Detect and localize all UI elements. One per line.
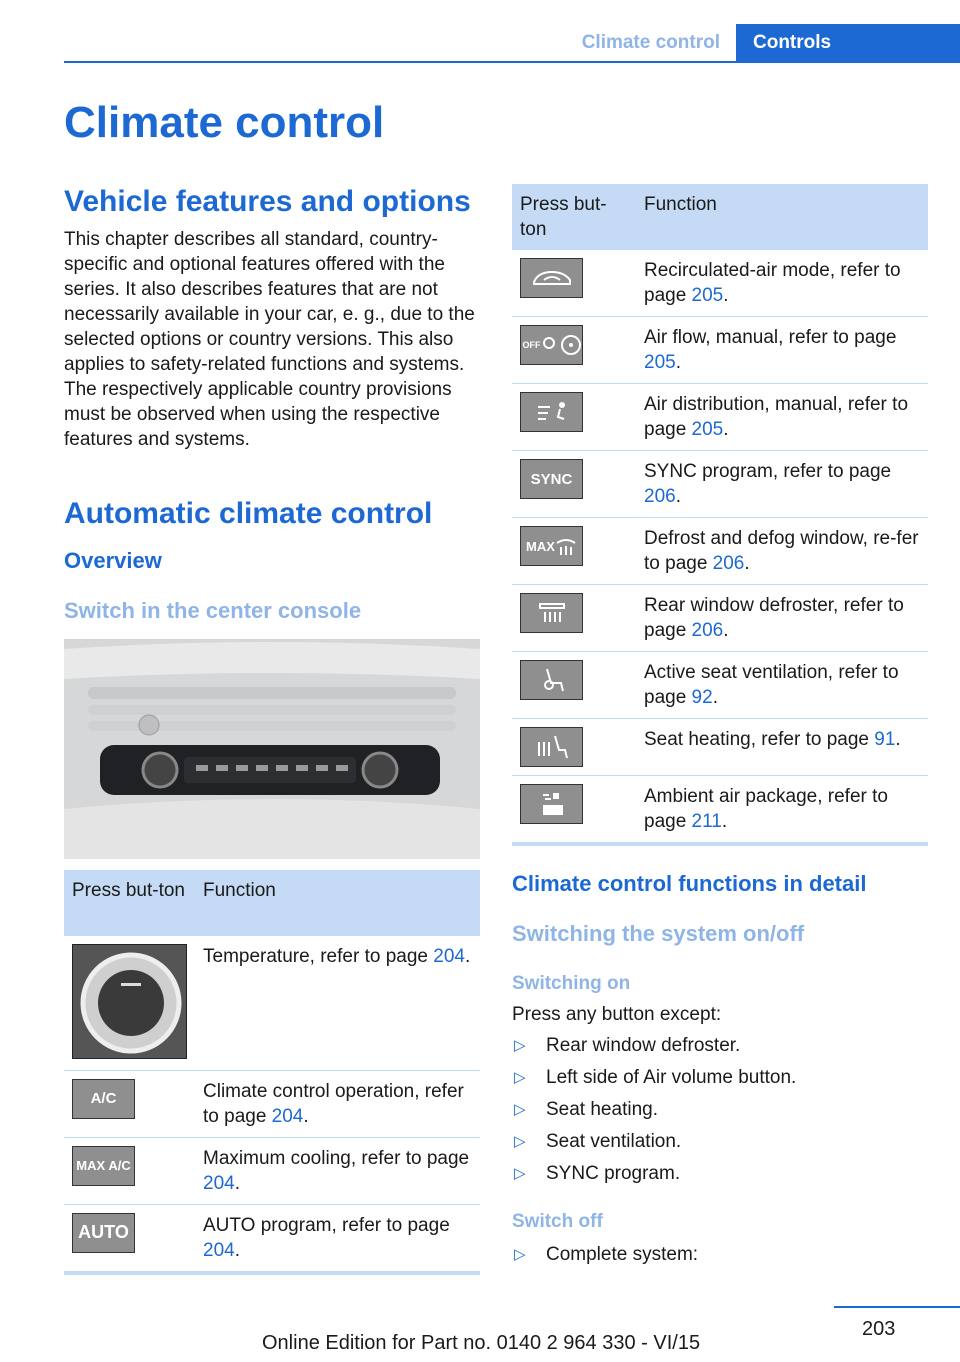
- function-text-end: .: [234, 1172, 240, 1194]
- page-link[interactable]: 206: [644, 486, 676, 507]
- header-rule: [64, 61, 960, 63]
- function-text: Ambient air package, refer to page: [644, 786, 888, 832]
- on-off-heading: Switching the system on/off: [512, 921, 805, 946]
- table-row: [64, 1070, 480, 1137]
- table-row: [512, 451, 928, 518]
- switch-off-list: [512, 1239, 928, 1271]
- col-press-button: Press but-ton: [64, 870, 195, 936]
- function-text: Maximum cooling, refer to page: [203, 1147, 470, 1169]
- defrost-max-label: MAX: [526, 538, 555, 554]
- function-text-end: .: [303, 1105, 309, 1127]
- function-cell: [195, 1137, 480, 1204]
- function-cell: [195, 1204, 480, 1273]
- switching-on-heading: Switching on: [512, 973, 631, 994]
- page-link[interactable]: 204: [271, 1105, 304, 1127]
- function-text: Defrost and defog window, re-fer to page: [644, 528, 919, 574]
- switch-heading: Switch in the center console: [64, 598, 362, 623]
- function-cell: [195, 1070, 480, 1137]
- ac-button-icon: A/C: [72, 1079, 135, 1119]
- col-function: Function: [195, 870, 480, 936]
- sync-icon: SYNC: [520, 459, 583, 499]
- function-text-end: .: [675, 352, 681, 373]
- list-item: ▷ Left side of Air volume button.: [512, 1062, 928, 1094]
- function-text-end: .: [723, 620, 729, 641]
- left-column: [64, 184, 480, 1275]
- list-item: ▷ Seat ventilation.: [512, 1126, 928, 1158]
- air-distribution-icon: [520, 392, 583, 432]
- function-cell: [636, 719, 928, 776]
- table-row: [64, 1137, 480, 1204]
- icon-cell: [512, 719, 636, 776]
- icon-cell: [512, 451, 636, 518]
- list-item: ▷ SYNC program.: [512, 1158, 928, 1190]
- icon-cell: [512, 384, 636, 451]
- header-section-label: Climate control: [581, 32, 720, 53]
- icon-cell: [64, 1204, 195, 1273]
- function-cell: [636, 451, 928, 518]
- footer-text: Online Edition for Part no. 0140 2 964 330 - VI/15: [262, 1332, 701, 1354]
- function-cell: [636, 585, 928, 652]
- function-cell: [636, 250, 928, 317]
- function-text: AUTO program, refer to page: [203, 1214, 450, 1236]
- page-link[interactable]: 205: [691, 285, 724, 306]
- table-row: [512, 518, 928, 585]
- page-link[interactable]: 206: [712, 553, 745, 574]
- left-function-table: [64, 870, 480, 1275]
- function-text-end: .: [721, 811, 728, 832]
- table-row: [512, 384, 928, 451]
- function-cell: [636, 776, 928, 845]
- table-header: [64, 870, 480, 936]
- header-tab-controls[interactable]: Controls: [736, 24, 960, 62]
- list-item: ▷ Complete system:: [512, 1239, 928, 1271]
- page-link[interactable]: 205: [691, 419, 724, 440]
- right-function-table: [512, 184, 928, 846]
- auto-button-icon: AUTO: [72, 1213, 135, 1253]
- function-text: Active seat ventilation, refer to page: [644, 662, 899, 708]
- icon-cell: [512, 518, 636, 585]
- table-row: [512, 317, 928, 384]
- details-heading: Climate control functions in detail: [512, 871, 867, 896]
- function-text: Air distribution, manual, refer to page: [644, 394, 909, 440]
- function-text: Recirculated-air mode, refer to page: [644, 260, 901, 306]
- function-text-end: .: [464, 946, 471, 967]
- air-flow-icon: [520, 325, 583, 365]
- ambient-air-icon: [520, 784, 583, 824]
- switch-off-heading: Switch off: [512, 1211, 603, 1232]
- icon-cell: [64, 936, 195, 1070]
- col-function: Function: [636, 184, 928, 250]
- icon-cell: [512, 317, 636, 384]
- icon-cell: [64, 1070, 195, 1137]
- max-ac-button-icon: MAX A/C: [72, 1146, 135, 1186]
- page-link[interactable]: 204: [203, 1172, 235, 1194]
- seat-ventilation-icon: [520, 660, 583, 700]
- icon-cell: [512, 776, 636, 845]
- exception-list: [512, 1030, 928, 1190]
- page-link[interactable]: 206: [691, 620, 724, 641]
- function-text-end: .: [712, 687, 718, 708]
- page-link[interactable]: 91: [874, 729, 896, 750]
- table-row: [512, 719, 928, 776]
- list-item: ▷ Rear window defroster.: [512, 1030, 928, 1062]
- vehicle-features-text: This chapter describes all standard, country-specific and optional features offered with the series. It also describes features that are not necessarily available in your car, e. g., due to the selected options or country versions. This also applies to safety-related functions and systems. The respectively applicable country provisions must be observed when using the respective features and systems.: [64, 229, 475, 450]
- table-row: [512, 250, 928, 317]
- icon-cell: [512, 585, 636, 652]
- page-number-rule: [834, 1306, 960, 1308]
- page-number: 203: [862, 1318, 896, 1340]
- page-link[interactable]: 204: [203, 1239, 235, 1261]
- overview-heading: Overview: [64, 548, 162, 573]
- function-text-end: .: [675, 486, 681, 507]
- table-row: [512, 776, 928, 845]
- temperature-knob-icon: [72, 944, 187, 1059]
- page-link[interactable]: 205: [644, 352, 676, 373]
- icon-cell: [512, 250, 636, 317]
- function-text: Temperature, refer to page: [203, 946, 434, 967]
- function-text-end: .: [723, 419, 729, 440]
- function-cell: [636, 652, 928, 719]
- recirculated-air-icon: [520, 258, 583, 298]
- center-console-photo: [64, 639, 480, 859]
- function-cell: [636, 384, 928, 451]
- table-header: [512, 184, 928, 250]
- function-text: Air flow, manual, refer to page: [644, 327, 897, 348]
- function-text: Seat heating, refer to page: [644, 729, 875, 750]
- page-link[interactable]: 204: [433, 946, 465, 967]
- icon-cell: [512, 652, 636, 719]
- function-cell: [195, 936, 480, 1070]
- console-illustration: [64, 639, 480, 859]
- function-text-end: .: [895, 729, 901, 750]
- function-cell: [636, 317, 928, 384]
- rear-defroster-icon: [520, 593, 583, 633]
- defrost-icon: [520, 526, 583, 566]
- icon-cell: [64, 1137, 195, 1204]
- function-text: Rear window defroster, refer to page: [644, 595, 904, 641]
- vehicle-features-heading: Vehicle features and options: [64, 185, 471, 218]
- table-row: [512, 652, 928, 719]
- right-column: [512, 184, 928, 1271]
- table-row: [64, 936, 480, 1070]
- page-link[interactable]: 211: [691, 811, 722, 832]
- function-text: SYNC program, refer to page: [644, 461, 892, 482]
- seat-heating-icon: [520, 727, 583, 767]
- air-flow-off-label: OFF: [522, 339, 541, 350]
- function-text-end: .: [723, 285, 729, 306]
- function-text-end: .: [744, 553, 750, 574]
- table-row: [512, 585, 928, 652]
- table-row: [64, 1204, 480, 1273]
- list-item: ▷ Seat heating.: [512, 1094, 928, 1126]
- function-cell: [636, 518, 928, 585]
- col-press-button: Press but-ton: [512, 184, 636, 250]
- function-text: Climate control operation, refer to page: [203, 1080, 464, 1127]
- switching-on-text: Press any button except:: [512, 1004, 722, 1025]
- automatic-climate-heading: Automatic climate control: [64, 497, 433, 530]
- page-title: Climate control: [64, 98, 385, 147]
- page-link[interactable]: 92: [691, 687, 713, 708]
- function-text-end: .: [234, 1239, 240, 1261]
